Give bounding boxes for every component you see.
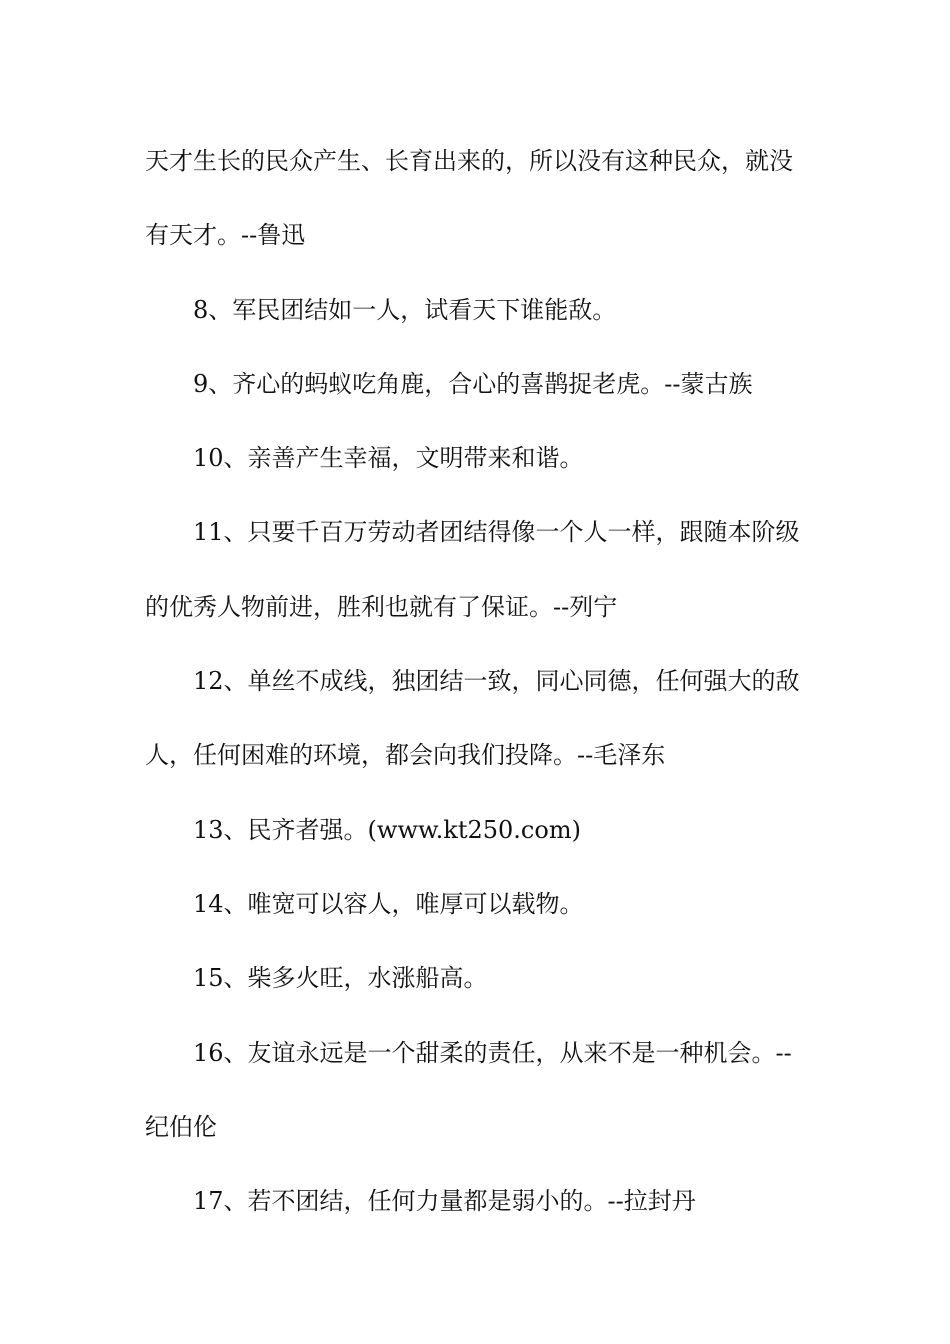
- quote-item-8: 8、军民团结如一人，试看天下谁能敌。: [193, 295, 617, 324]
- quote-item-10: 10、亲善产生幸福，文明带来和谐。: [193, 444, 584, 473]
- quote-item-9: 9、齐心的蚂蚁吃角鹿，合心的喜鹊捉老虎。--蒙古族: [193, 369, 753, 398]
- document-body: [145, 124, 815, 1238]
- quote-item-12: 12、单丝不成线，独团结一致，同心同德，任何强大的敌: [193, 667, 800, 696]
- quote-item-11: 11、只要千百万劳动者团结得像一个人一样，跟随本阶级: [193, 518, 800, 547]
- text-line: 的优秀人物前进，胜利也就有了保证。--列宁: [145, 592, 618, 621]
- quote-item-17: 17、若不团结，任何力量都是弱小的。--拉封丹: [193, 1187, 696, 1216]
- quote-item-15: 15、柴多火旺，水涨船高。: [193, 964, 488, 993]
- text-line: 纪伯伦: [145, 1112, 217, 1141]
- text-line: 人，任何困难的环境，都会向我们投降。--毛泽东: [145, 741, 666, 770]
- text-line: 天才生长的民众产生、长育出来的，所以没有这种民众，就没: [145, 147, 793, 175]
- text-line: 有天才。--鲁迅: [145, 221, 306, 250]
- quote-item-13: 13、民齐者强。(www.kt250.com): [193, 815, 581, 844]
- quote-item-16: 16、友谊永远是一个甜柔的责任，从来不是一种机会。--: [193, 1038, 792, 1067]
- quote-item-14: 14、唯宽可以容人，唯厚可以载物。: [193, 889, 584, 918]
